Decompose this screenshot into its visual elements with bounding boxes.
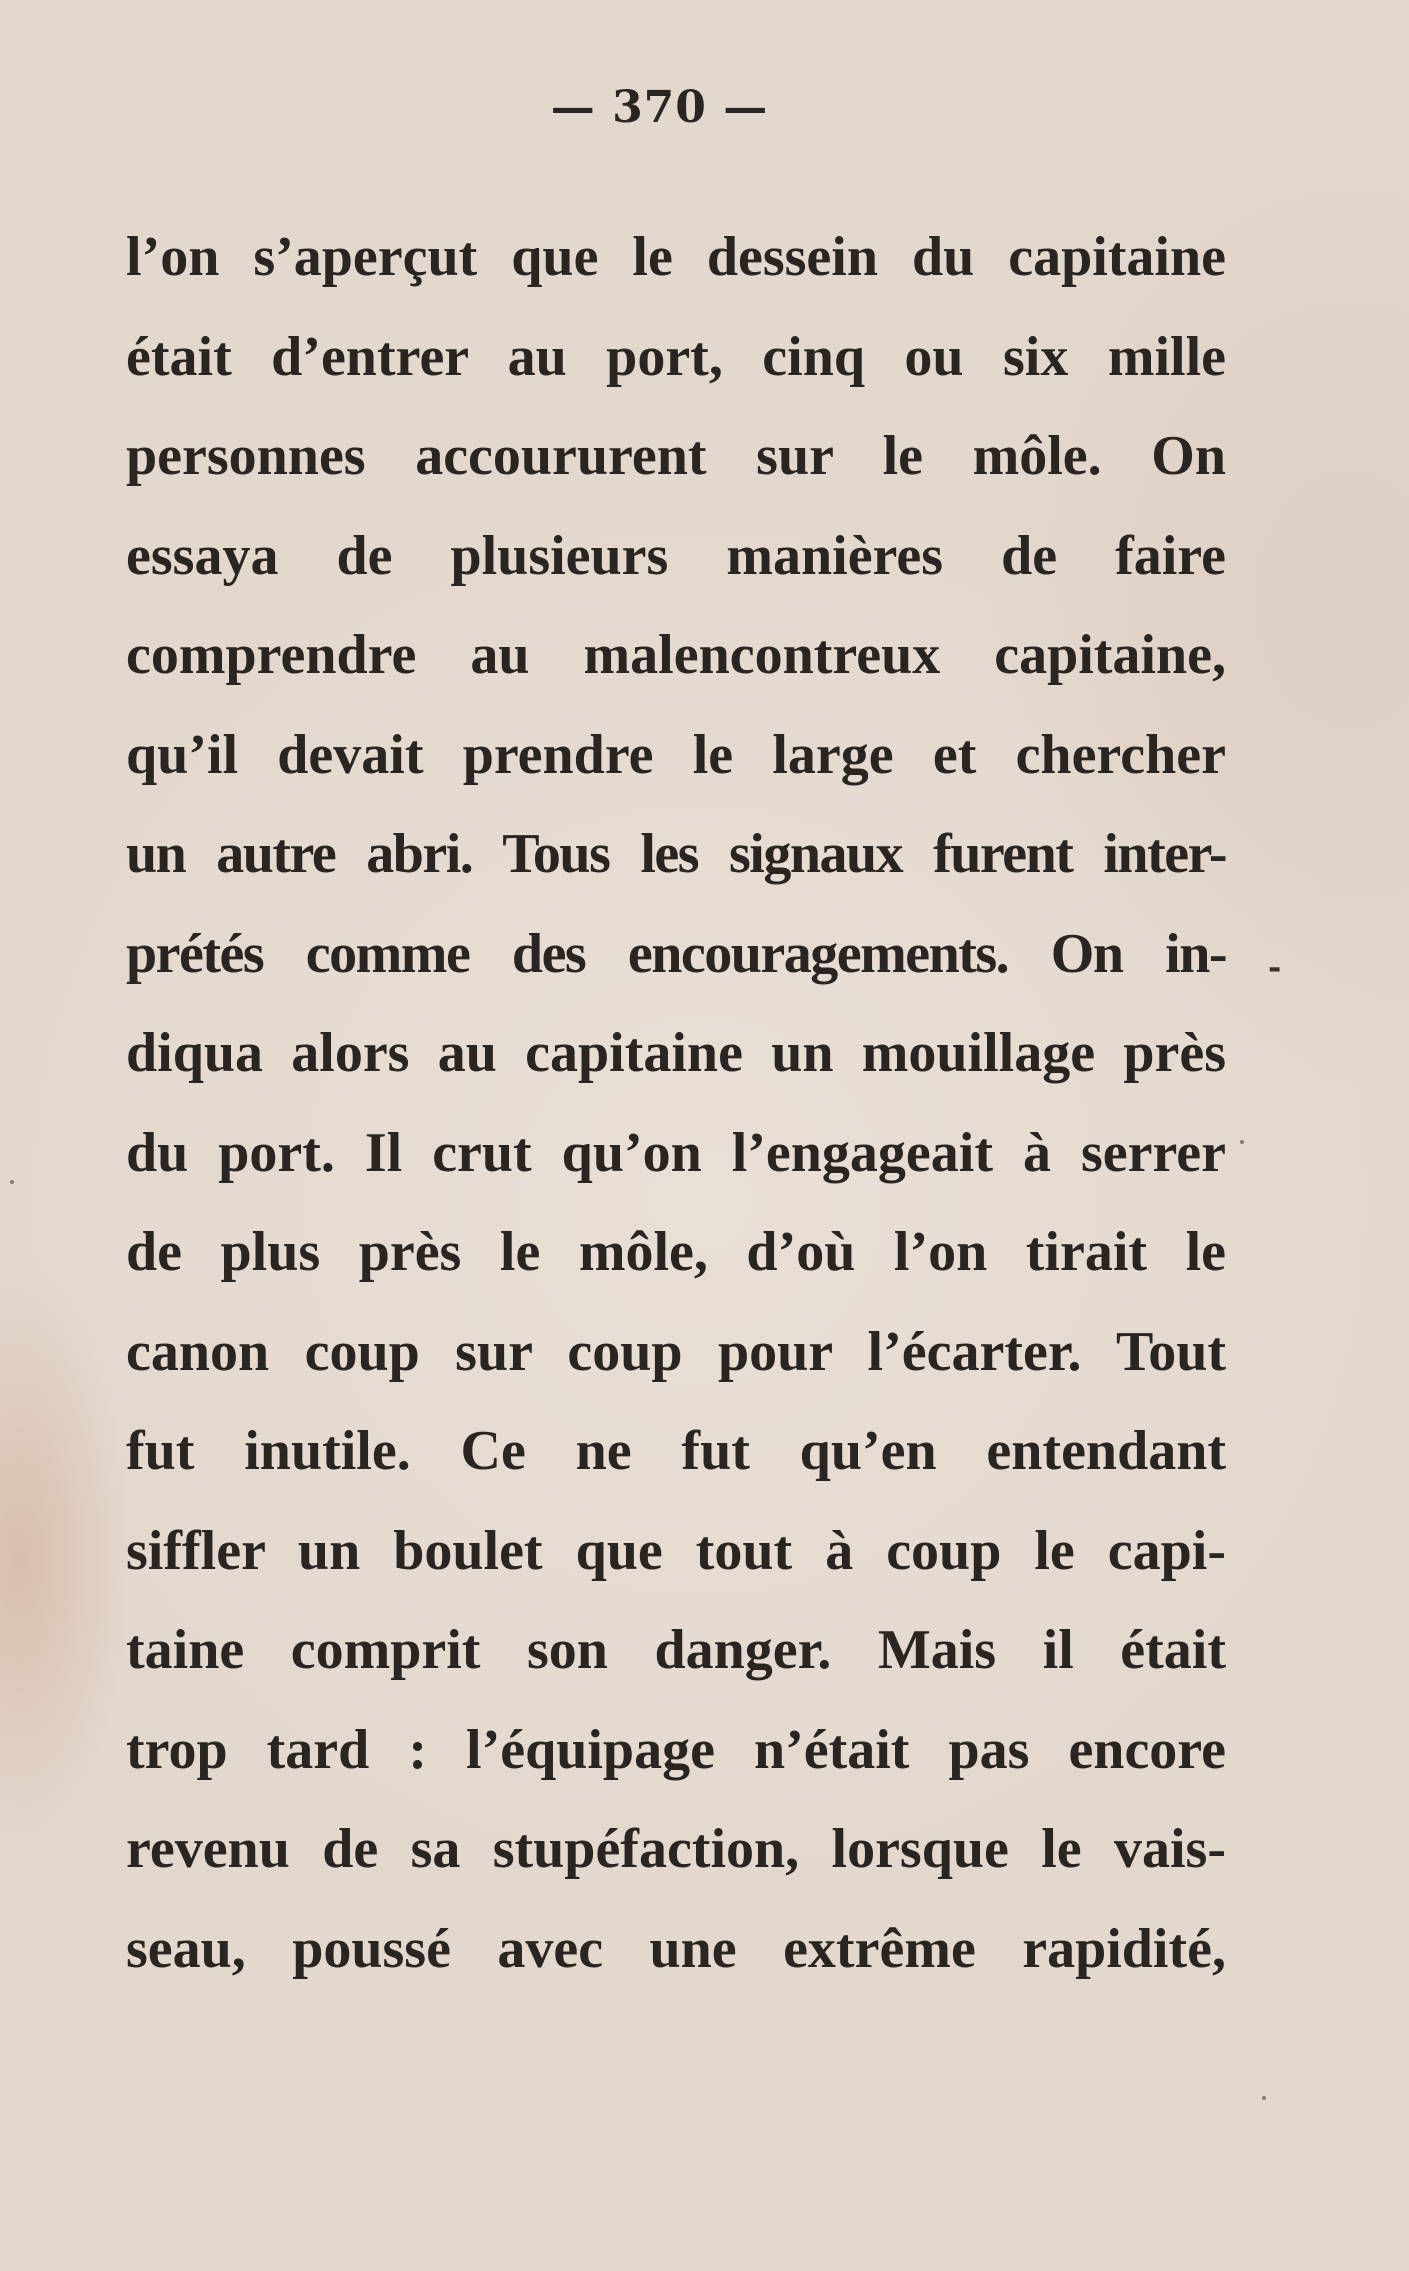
text-line: taine comprit son danger. Mais il était [126,1619,1226,1681]
body-text [126,208,1226,1999]
page-number: — 370 — [550,82,769,133]
text-line: trop tard : l’équipage n’était pas encore [126,1718,1226,1781]
text-line: diqua alors au capitaine un mouillage près [126,1022,1226,1084]
text-line: personnes accoururent sur le môle. On [126,425,1226,487]
paper-speck [10,1180,14,1184]
text-line: prétés comme des encouragements. On in- [126,922,1226,985]
text-line: essaya de plusieurs manières de faire [126,524,1226,587]
text-line: siffler un boulet que tout à coup le capi- [126,1519,1226,1582]
text-line: revenu de sa stupéfaction, lorsque le vais- [126,1818,1226,1880]
text-line: fut inutile. Ce ne fut qu’en entendant [126,1420,1226,1482]
text-line: du port. Il crut qu’on l’engageait à serrer [126,1121,1226,1184]
text-line: l’on s’aperçut que le dessein du capitaine [126,226,1226,288]
text-line: canon coup sur coup pour l’écarter. Tout [126,1320,1226,1383]
text-line: qu’il devait prendre le large et chercher [126,723,1226,786]
text-line: un autre abri. Tous les signaux furent inter- [126,823,1226,885]
margin-mark: - [1268,948,1282,986]
paper-speck [1240,1140,1244,1144]
text-line: était d’entrer au port, cinq ou six mille [126,325,1226,388]
text-line: seau, poussé avec une extrême rapidité, [126,1917,1226,1980]
text-line: comprendre au malencontreux capitaine, [126,624,1226,686]
paper-speck [1262,2096,1266,2100]
text-line: de plus près le môle, d’où l’on tirait le [126,1221,1226,1283]
